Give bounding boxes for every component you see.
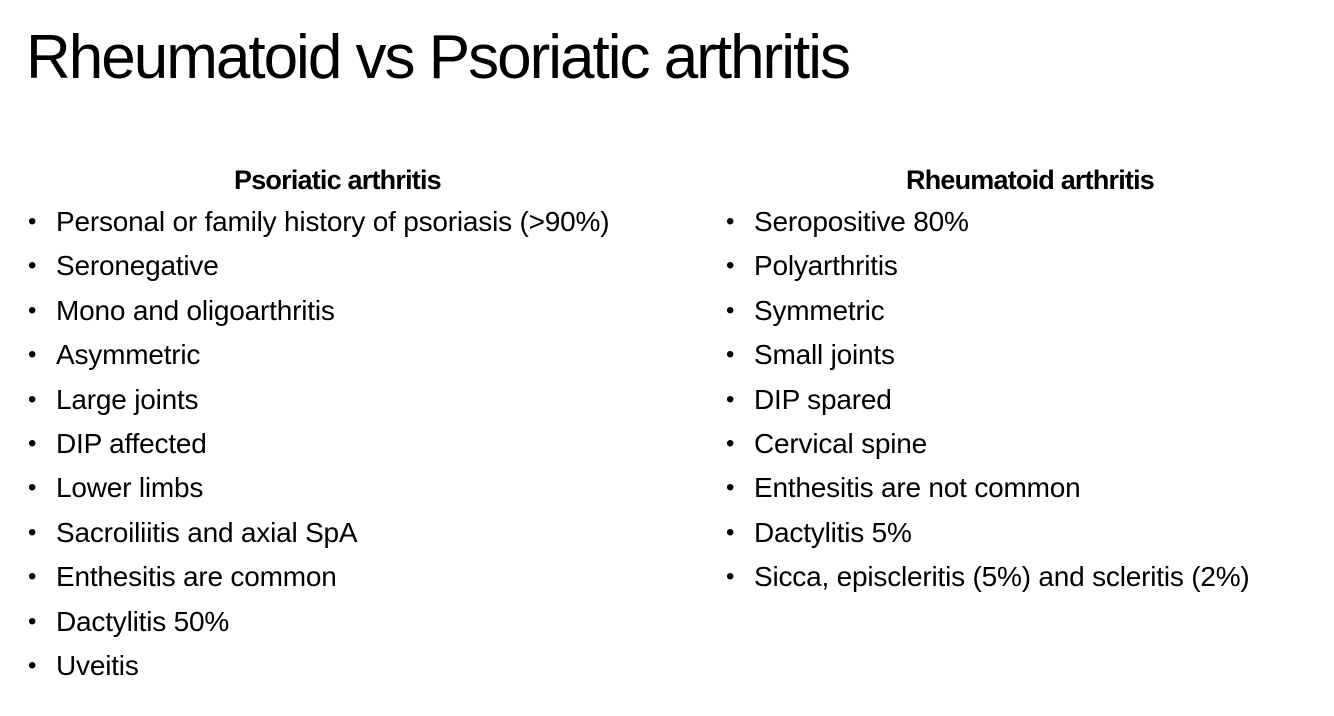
bullet-icon: •: [28, 607, 37, 635]
list-item-text: Seronegative: [56, 250, 219, 282]
list-item-text: Mono and oligoarthritis: [56, 294, 335, 326]
list-item-text: Dactylitis 50%: [56, 605, 230, 637]
list-item: [24, 422, 704, 466]
bullet-icon: •: [726, 296, 735, 324]
bullet-icon: •: [28, 208, 37, 235]
bullet-icon: •: [726, 385, 735, 413]
list-item: [24, 378, 704, 422]
list-item-text: Symmetric: [754, 294, 885, 326]
rheumatoid-list: [722, 200, 1322, 600]
bullet-icon: •: [28, 385, 37, 413]
list-item: [24, 511, 704, 555]
bullet-icon: •: [726, 563, 735, 591]
list-item: [24, 644, 704, 688]
rheumatoid-heading: Rheumatoid arthritis: [906, 165, 1155, 195]
rheumatoid-column: [722, 160, 1322, 600]
list-item-text: Polyarthritis: [754, 250, 898, 282]
list-item: [24, 333, 704, 377]
list-item-text: Uveitis: [56, 649, 139, 681]
list-item-text: DIP spared: [754, 383, 892, 415]
list-item-text: Small joints: [754, 339, 895, 371]
list-item: [24, 244, 704, 288]
bullet-icon: •: [28, 651, 37, 679]
list-item-text: Sacroiliitis and axial SpA: [56, 516, 358, 548]
list-item: [722, 466, 1322, 510]
list-item-text: Cervical spine: [754, 427, 928, 459]
psoriatic-heading: Psoriatic arthritis: [234, 165, 441, 195]
bullet-icon: •: [28, 341, 37, 369]
list-item-text: Lower limbs: [56, 472, 204, 504]
list-item: [722, 333, 1322, 377]
bullet-icon: •: [28, 518, 37, 546]
list-item-text: Large joints: [56, 383, 199, 415]
list-item: [24, 200, 704, 244]
slide-title: Rheumatoid vs Psoriatic arthritis: [26, 23, 849, 92]
list-item: [24, 600, 704, 644]
list-item: [722, 378, 1322, 422]
list-item: [722, 422, 1322, 466]
bullet-icon: •: [726, 252, 735, 280]
bullet-icon: •: [28, 563, 37, 591]
bullet-icon: •: [28, 296, 37, 324]
bullet-icon: •: [726, 341, 735, 369]
list-item: [722, 511, 1322, 555]
list-item: [722, 289, 1322, 333]
bullet-icon: •: [726, 429, 735, 457]
psoriatic-column: [24, 160, 704, 688]
list-item-text: Enthesitis are not common: [754, 472, 1081, 504]
list-item-text: DIP affected: [56, 427, 207, 459]
bullet-icon: •: [726, 474, 735, 502]
list-item-text: Asymmetric: [56, 339, 201, 371]
list-item-text: Enthesitis are common: [56, 561, 337, 593]
list-item: [24, 555, 704, 599]
list-item-text: Sicca, episcleritis (5%) and scleritis (2%): [754, 561, 1250, 593]
list-item: [24, 289, 704, 333]
list-item: [722, 555, 1322, 599]
bullet-icon: •: [726, 208, 735, 235]
bullet-icon: •: [28, 474, 37, 502]
list-item: [24, 466, 704, 510]
bullet-icon: •: [28, 252, 37, 280]
list-item-text: Dactylitis 5%: [754, 516, 912, 548]
list-item-text: Personal or family history of psoriasis (>90%): [56, 206, 610, 237]
list-item-text: Seropositive 80%: [754, 206, 969, 237]
list-item: [722, 200, 1322, 244]
list-item: [722, 244, 1322, 288]
bullet-icon: •: [28, 429, 37, 457]
bullet-icon: •: [726, 518, 735, 546]
psoriatic-list: [24, 200, 704, 688]
